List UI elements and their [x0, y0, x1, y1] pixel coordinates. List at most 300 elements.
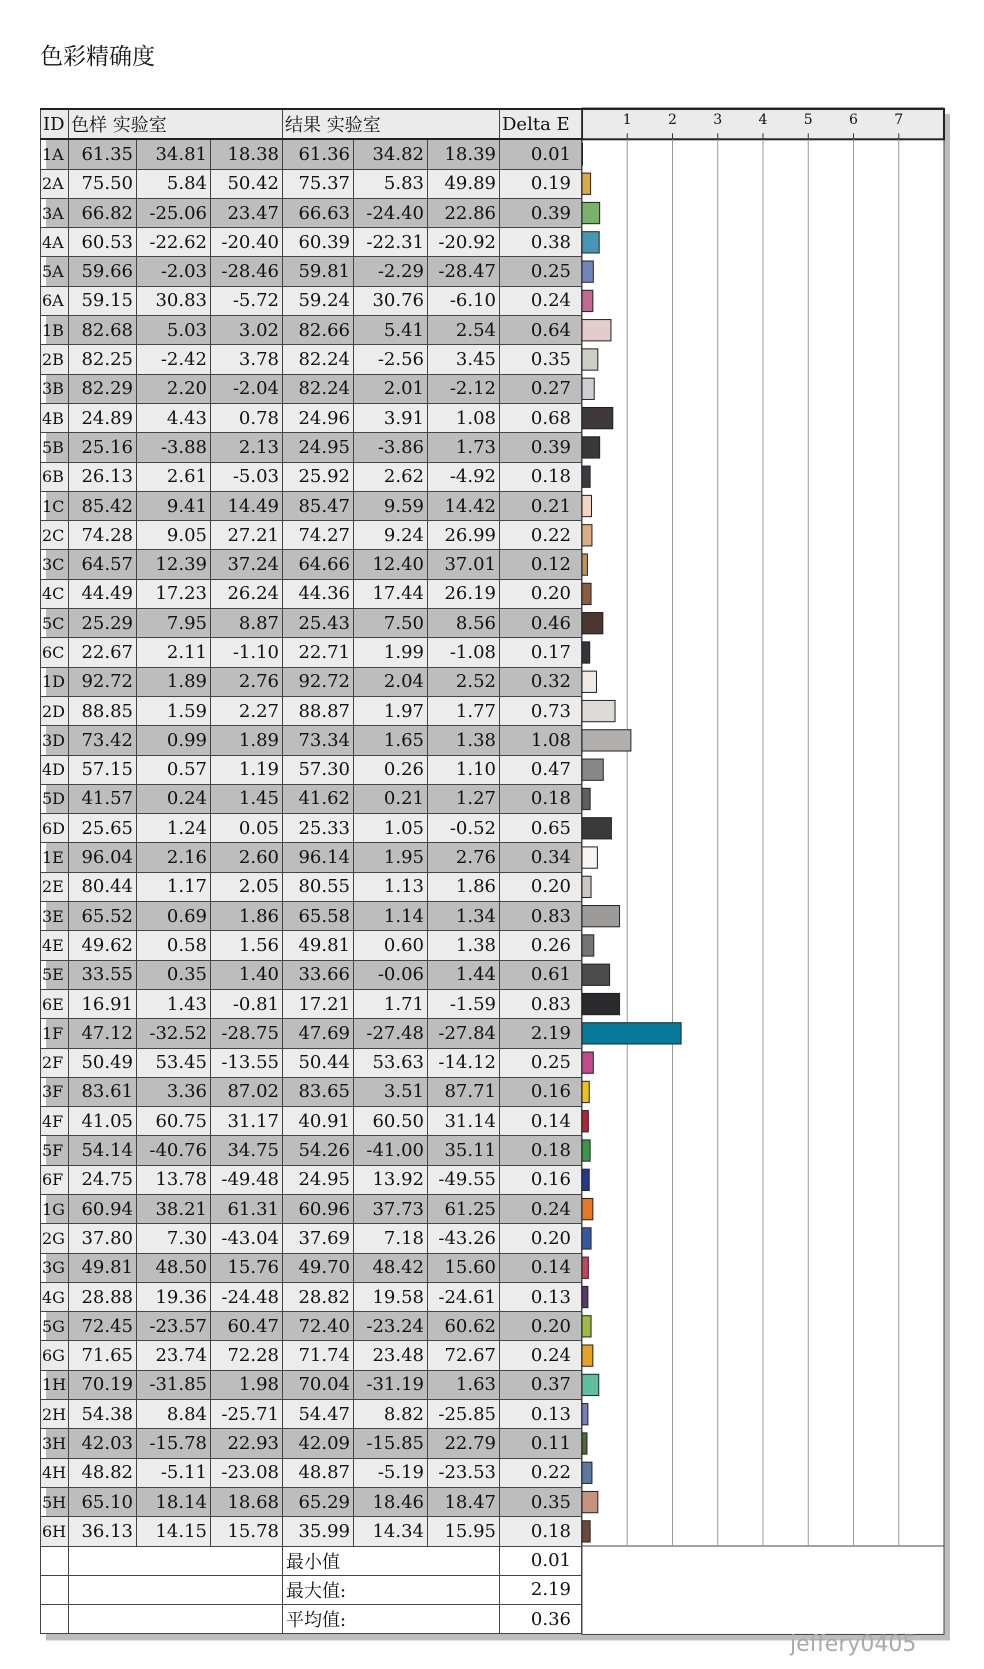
table-row [41, 696, 582, 725]
sample-value: 41.05 [69, 1107, 137, 1136]
result-value: 13.92 [354, 1165, 428, 1194]
row-id: 5D [41, 784, 69, 813]
sample-value: 74.28 [69, 521, 137, 550]
result-value: 73.34 [283, 726, 354, 755]
table-row [41, 257, 582, 286]
result-value: 24.96 [283, 403, 354, 432]
result-value: 18.46 [354, 1487, 428, 1516]
delta-e-value: 0.18 [500, 462, 582, 491]
sample-value: 18.38 [211, 139, 283, 169]
sample-value: 0.57 [137, 755, 211, 784]
result-value: 26.19 [428, 579, 500, 608]
sample-value: 1.59 [137, 696, 211, 725]
row-id: 1C [41, 491, 69, 520]
sample-value: -2.42 [137, 345, 211, 374]
result-value: 44.36 [283, 579, 354, 608]
sample-value: 2.20 [137, 374, 211, 403]
sample-value: 54.14 [69, 1136, 137, 1165]
delta-e-value: 0.83 [500, 902, 582, 931]
bar-3f [582, 1081, 589, 1102]
delta-e-value: 0.61 [500, 960, 582, 989]
delta-e-value: 0.20 [500, 579, 582, 608]
sample-value: 26.24 [211, 579, 283, 608]
result-value: 49.70 [283, 1253, 354, 1282]
result-value: -2.12 [428, 374, 500, 403]
sample-value: 1.56 [211, 931, 283, 960]
row-id: 3E [41, 902, 69, 931]
sample-value: -23.08 [211, 1458, 283, 1487]
row-id: 3C [41, 550, 69, 579]
result-value: 60.96 [283, 1194, 354, 1223]
result-value: 15.60 [428, 1253, 500, 1282]
delta-e-value: 0.27 [500, 374, 582, 403]
sample-value: 65.10 [69, 1487, 137, 1516]
result-value: 15.95 [428, 1517, 500, 1546]
result-value: 50.44 [283, 1048, 354, 1077]
result-value: 0.21 [354, 784, 428, 813]
sample-value: 37.80 [69, 1224, 137, 1253]
result-value: -24.40 [354, 198, 428, 227]
bar-2g [582, 1228, 591, 1249]
result-value: 66.63 [283, 198, 354, 227]
result-value: 1.44 [428, 960, 500, 989]
sample-value: -25.06 [137, 198, 211, 227]
sample-value: 87.02 [211, 1077, 283, 1106]
stat-label: 最大值: [283, 1575, 500, 1604]
sample-value: 5.03 [137, 316, 211, 345]
table-row [41, 374, 582, 403]
bar-1g [582, 1198, 593, 1219]
bar-3c [582, 554, 587, 575]
sample-value: 36.13 [69, 1517, 137, 1546]
sample-value: -5.03 [211, 462, 283, 491]
sample-value: 14.49 [211, 491, 283, 520]
sample-value: 0.05 [211, 814, 283, 843]
bar-5g [582, 1316, 591, 1337]
sample-value: 0.58 [137, 931, 211, 960]
bar-2e [582, 876, 591, 897]
bar-2d [582, 700, 615, 721]
result-value: 2.54 [428, 316, 500, 345]
sample-value: 38.21 [137, 1194, 211, 1223]
sample-value: -25.71 [211, 1400, 283, 1429]
result-value: 49.89 [428, 169, 500, 198]
stat-row [41, 1575, 582, 1604]
result-value: 60.50 [354, 1107, 428, 1136]
tick-label: 2 [668, 112, 677, 128]
bar-1c [582, 495, 592, 516]
sample-value: -24.48 [211, 1282, 283, 1311]
sample-value: 60.47 [211, 1312, 283, 1341]
sample-value: 8.87 [211, 609, 283, 638]
table-row [41, 403, 582, 432]
sample-value: 82.29 [69, 374, 137, 403]
table-row [41, 814, 582, 843]
result-value: -14.12 [428, 1048, 500, 1077]
header-result: 结果 实验室 [283, 109, 500, 139]
sample-value: 71.65 [69, 1341, 137, 1370]
result-value: 71.74 [283, 1341, 354, 1370]
table-row [41, 667, 582, 696]
table-row [41, 872, 582, 901]
sample-value: 82.68 [69, 316, 137, 345]
result-value: -1.08 [428, 638, 500, 667]
row-id: 4F [41, 1107, 69, 1136]
result-value: 24.95 [283, 1165, 354, 1194]
bar-1a [582, 143, 583, 165]
result-value: 82.24 [283, 345, 354, 374]
result-value: 53.63 [354, 1048, 428, 1077]
sample-value: 88.85 [69, 696, 137, 725]
sample-value: 59.15 [69, 286, 137, 315]
result-value: 40.91 [283, 1107, 354, 1136]
delta-e-value: 0.24 [500, 286, 582, 315]
result-value: 42.09 [283, 1429, 354, 1458]
sample-value: 70.19 [69, 1370, 137, 1399]
row-id: 4D [41, 755, 69, 784]
result-value: 60.62 [428, 1312, 500, 1341]
row-id: 1F [41, 1019, 69, 1048]
result-value: 8.56 [428, 609, 500, 638]
sample-value: -20.40 [211, 228, 283, 257]
sample-value: 19.36 [137, 1282, 211, 1311]
sample-value: 28.88 [69, 1282, 137, 1311]
sample-value: 9.41 [137, 491, 211, 520]
row-id: 6C [41, 638, 69, 667]
table-row [41, 1194, 582, 1223]
bar-6h [582, 1521, 590, 1542]
result-value: 7.18 [354, 1224, 428, 1253]
bar-6g [582, 1345, 593, 1366]
sample-value: 49.81 [69, 1253, 137, 1282]
sample-value: 48.50 [137, 1253, 211, 1282]
sample-value: 7.95 [137, 609, 211, 638]
sample-value: 27.21 [211, 521, 283, 550]
sample-value: 8.84 [137, 1400, 211, 1429]
stat-value: 2.19 [500, 1575, 582, 1604]
result-value: 3.91 [354, 403, 428, 432]
table-row [41, 784, 582, 813]
sample-value: 1.89 [211, 726, 283, 755]
result-value: 72.67 [428, 1341, 500, 1370]
sample-value: 53.45 [137, 1048, 211, 1077]
result-value: 1.73 [428, 433, 500, 462]
bar-4f [582, 1111, 588, 1132]
result-value: 14.42 [428, 491, 500, 520]
result-value: -28.47 [428, 257, 500, 286]
sample-value: 2.05 [211, 872, 283, 901]
table-row [41, 755, 582, 784]
sample-value: 3.02 [211, 316, 283, 345]
row-id: 5G [41, 1312, 69, 1341]
stat-blank-id [41, 1605, 69, 1634]
result-value: 2.04 [354, 667, 428, 696]
bar-3a [582, 202, 600, 223]
sample-value: 12.39 [137, 550, 211, 579]
result-value: -2.56 [354, 345, 428, 374]
bar-3g [582, 1257, 588, 1278]
table-row [41, 1224, 582, 1253]
delta-e-value: 0.13 [500, 1282, 582, 1311]
bar-4g [582, 1286, 588, 1307]
result-value: 35.11 [428, 1136, 500, 1165]
tick-label: 5 [803, 112, 813, 128]
result-value: 59.81 [283, 257, 354, 286]
result-value: 7.50 [354, 609, 428, 638]
sample-value: 49.62 [69, 931, 137, 960]
sample-value: 92.72 [69, 667, 137, 696]
delta-e-table [40, 108, 582, 1634]
delta-e-value: 0.64 [500, 316, 582, 345]
sample-value: 0.78 [211, 403, 283, 432]
result-value: 8.82 [354, 1400, 428, 1429]
delta-e-value: 0.22 [500, 1458, 582, 1487]
row-id: 2E [41, 872, 69, 901]
row-id: 3A [41, 198, 69, 227]
sample-value: 50.42 [211, 169, 283, 198]
bar-2b [582, 349, 598, 370]
table-row [41, 433, 582, 462]
result-value: 48.42 [354, 1253, 428, 1282]
sample-value: 2.11 [137, 638, 211, 667]
bar-6a [582, 290, 593, 311]
watermark: jeffery0405 [790, 1632, 917, 1657]
result-value: 1.10 [428, 755, 500, 784]
sample-value: 24.89 [69, 403, 137, 432]
result-value: 23.48 [354, 1341, 428, 1370]
result-value: 1.97 [354, 696, 428, 725]
sample-value: -5.72 [211, 286, 283, 315]
bar-6b [582, 466, 590, 487]
stat-label: 最小值 [283, 1546, 500, 1575]
sample-value: 80.44 [69, 872, 137, 901]
table-row [41, 609, 582, 638]
result-value: -31.19 [354, 1370, 428, 1399]
result-value: 1.65 [354, 726, 428, 755]
result-value: -27.84 [428, 1019, 500, 1048]
sample-value: -13.55 [211, 1048, 283, 1077]
result-value: 24.95 [283, 433, 354, 462]
result-value: -25.85 [428, 1400, 500, 1429]
stat-blank-id [41, 1575, 69, 1604]
row-id: 2D [41, 696, 69, 725]
delta-e-value: 0.17 [500, 638, 582, 667]
result-value: 18.39 [428, 139, 500, 169]
sample-value: 41.57 [69, 784, 137, 813]
row-id: 4B [41, 403, 69, 432]
sample-value: 23.47 [211, 198, 283, 227]
sample-value: 37.24 [211, 550, 283, 579]
sample-value: 73.42 [69, 726, 137, 755]
delta-e-value: 0.24 [500, 1194, 582, 1223]
table-row [41, 1077, 582, 1106]
delta-e-value: 0.35 [500, 345, 582, 374]
row-id: 3F [41, 1077, 69, 1106]
row-id: 1D [41, 667, 69, 696]
bar-4c [582, 583, 591, 604]
stat-value: 0.01 [500, 1546, 582, 1575]
result-value: -43.26 [428, 1224, 500, 1253]
result-value: 96.14 [283, 843, 354, 872]
row-id: 4G [41, 1282, 69, 1311]
table-row [41, 521, 582, 550]
result-value: 87.71 [428, 1077, 500, 1106]
sample-value: 1.24 [137, 814, 211, 843]
sample-value: 7.30 [137, 1224, 211, 1253]
table-header [41, 109, 582, 139]
sample-value: 72.45 [69, 1312, 137, 1341]
table-row [41, 1282, 582, 1311]
sample-value: 42.03 [69, 1429, 137, 1458]
row-id: 3H [41, 1429, 69, 1458]
sample-value: 2.76 [211, 667, 283, 696]
stat-blank-sample [69, 1575, 283, 1604]
delta-e-value: 0.26 [500, 931, 582, 960]
row-id: 1H [41, 1370, 69, 1399]
result-value: 9.24 [354, 521, 428, 550]
delta-e-value: 0.16 [500, 1077, 582, 1106]
sample-value: 1.43 [137, 989, 211, 1018]
result-value: 1.71 [354, 989, 428, 1018]
table-row [41, 1458, 582, 1487]
result-value: -2.29 [354, 257, 428, 286]
table-row [41, 1487, 582, 1516]
result-value: 75.37 [283, 169, 354, 198]
table-row [41, 169, 582, 198]
result-value: 92.72 [283, 667, 354, 696]
sample-value: 85.42 [69, 491, 137, 520]
sample-value: 1.17 [137, 872, 211, 901]
table-row [41, 1253, 582, 1282]
result-value: 35.99 [283, 1517, 354, 1546]
result-value: 2.62 [354, 462, 428, 491]
result-value: 59.24 [283, 286, 354, 315]
result-value: 3.51 [354, 1077, 428, 1106]
sample-value: 75.50 [69, 169, 137, 198]
bar-6f [582, 1169, 589, 1190]
sample-value: 0.24 [137, 784, 211, 813]
table-row [41, 1312, 582, 1341]
result-value: 37.01 [428, 550, 500, 579]
result-value: 1.95 [354, 843, 428, 872]
sample-value: 2.61 [137, 462, 211, 491]
result-value: 22.79 [428, 1429, 500, 1458]
row-id: 6E [41, 989, 69, 1018]
delta-e-value: 0.65 [500, 814, 582, 843]
bar-6e [582, 993, 620, 1014]
result-value: 1.34 [428, 902, 500, 931]
stat-row [41, 1605, 582, 1634]
sample-value: 1.89 [137, 667, 211, 696]
sample-value: 5.84 [137, 169, 211, 198]
delta-e-value: 0.38 [500, 228, 582, 257]
page-title: 色彩精确度 [40, 44, 155, 70]
bar-5h [582, 1491, 598, 1512]
sample-value: -28.46 [211, 257, 283, 286]
sample-value: 1.86 [211, 902, 283, 931]
delta-e-value: 0.25 [500, 1048, 582, 1077]
sample-value: 25.16 [69, 433, 137, 462]
row-id: 6G [41, 1341, 69, 1370]
result-value: 22.86 [428, 198, 500, 227]
table-row [41, 550, 582, 579]
result-value: -3.86 [354, 433, 428, 462]
bar-5d [582, 788, 590, 809]
sample-value: 82.25 [69, 345, 137, 374]
bar-1b [582, 320, 611, 341]
sample-value: 96.04 [69, 843, 137, 872]
sample-value: -2.04 [211, 374, 283, 403]
sample-value: 2.60 [211, 843, 283, 872]
result-value: 65.29 [283, 1487, 354, 1516]
row-id: 1E [41, 843, 69, 872]
table-row [41, 1107, 582, 1136]
row-id: 2A [41, 169, 69, 198]
row-id: 2B [41, 345, 69, 374]
result-value: 0.26 [354, 755, 428, 784]
sample-value: 34.75 [211, 1136, 283, 1165]
delta-e-value: 0.37 [500, 1370, 582, 1399]
bar-5b [582, 437, 600, 458]
row-id: 2C [41, 521, 69, 550]
row-id: 1B [41, 316, 69, 345]
result-value: -15.85 [354, 1429, 428, 1458]
result-value: 1.13 [354, 872, 428, 901]
result-value: 12.40 [354, 550, 428, 579]
result-value: 22.71 [283, 638, 354, 667]
result-value: 1.08 [428, 403, 500, 432]
result-value: 41.62 [283, 784, 354, 813]
result-value: 37.69 [283, 1224, 354, 1253]
result-value: 47.69 [283, 1019, 354, 1048]
result-value: 25.92 [283, 462, 354, 491]
tick-label: 6 [849, 112, 858, 128]
result-value: 30.76 [354, 286, 428, 315]
result-value: 1.38 [428, 931, 500, 960]
table-row [41, 1370, 582, 1399]
sample-value: 66.82 [69, 198, 137, 227]
result-value: 74.27 [283, 521, 354, 550]
sample-value: 0.99 [137, 726, 211, 755]
sample-value: 60.53 [69, 228, 137, 257]
result-value: -23.53 [428, 1458, 500, 1487]
sample-value: -15.78 [137, 1429, 211, 1458]
result-value: 82.66 [283, 316, 354, 345]
result-value: 1.77 [428, 696, 500, 725]
delta-e-value: 0.01 [500, 139, 582, 169]
sample-value: -2.03 [137, 257, 211, 286]
result-value: 1.99 [354, 638, 428, 667]
delta-e-value: 0.46 [500, 609, 582, 638]
row-id: 6A [41, 286, 69, 315]
sample-value: 59.66 [69, 257, 137, 286]
tick-label: 7 [894, 112, 904, 128]
row-id: 4C [41, 579, 69, 608]
sample-value: 64.57 [69, 550, 137, 579]
table-row [41, 1019, 582, 1048]
sample-value: 61.35 [69, 139, 137, 169]
table-row [41, 1429, 582, 1458]
stat-blank-sample [69, 1605, 283, 1634]
table-row [41, 316, 582, 345]
table-row [41, 1400, 582, 1429]
result-value: -4.92 [428, 462, 500, 491]
sample-value: 60.94 [69, 1194, 137, 1223]
sample-value: -28.75 [211, 1019, 283, 1048]
table-row [41, 902, 582, 931]
row-id: 2H [41, 1400, 69, 1429]
sample-value: 25.65 [69, 814, 137, 843]
